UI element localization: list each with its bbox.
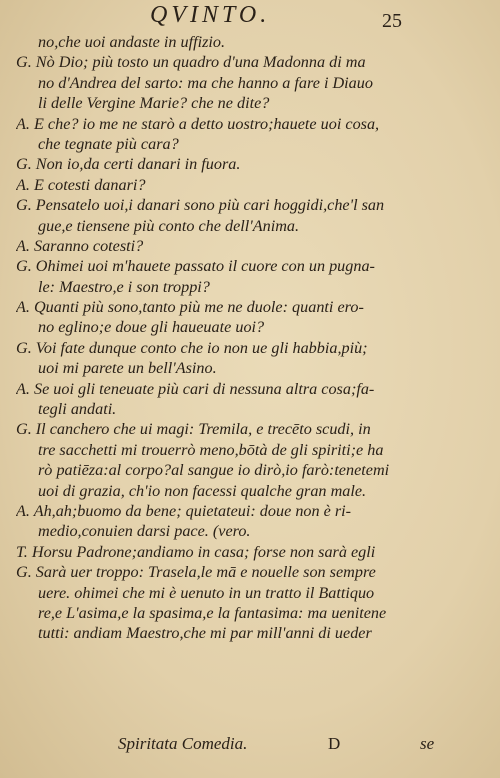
text-line: G. Sarà uer troppo: Trasela,le mā e nouelle son sempre <box>16 563 376 582</box>
text-line: A. E cotesti danari? <box>16 175 146 194</box>
page-footer <box>0 734 500 764</box>
dialogue-text-block <box>16 32 482 644</box>
text-line: A. Ah,ah;buomo da bene; quietateui: doue non è ri- <box>16 501 352 520</box>
text-line: tutti: andiam Maestro,che mi par mill'anni di ueder <box>38 624 372 643</box>
text-line: tegli andati. <box>38 400 117 419</box>
text-line: re,e L'asima,e la spasima,e la fantasima: ma uenitene <box>38 603 387 622</box>
running-title: QVINTO. <box>150 2 271 28</box>
text-line: no d'Andrea del sarto: ma che hanno a fare i Diauo <box>38 73 373 92</box>
text-line: uoi di grazia, ch'io non facessi qualche gran male. <box>38 481 367 500</box>
text-line: T. Horsu Padrone;andiamo in casa; forse non sarà egli <box>16 542 376 561</box>
text-line: li delle Vergine Marie? che ne dite? <box>38 94 270 113</box>
page-number: 25 <box>382 10 402 32</box>
text-line: G. Il canchero che ui magi: Tremila, e trecēto scudi, in <box>16 420 371 439</box>
catchword: se <box>420 734 435 753</box>
text-line: G. Voi fate dunque conto che io non ue gli habbia,più; <box>16 338 368 357</box>
text-line: A. Quanti più sono,tanto più me ne duole: quanti ero- <box>16 298 364 317</box>
text-line: A. Se uoi gli teneuate più cari di nessuna altra cosa;fa- <box>16 379 375 398</box>
text-line: medio,conuien darsi pace. (vero. <box>38 522 251 541</box>
text-line: G. Pensatelo uoi,i danari sono più cari hoggidi,che'l san <box>16 196 385 215</box>
text-line: rò patiēza:al corpo?al sangue io dirò,io farò:tenetemi <box>38 461 390 480</box>
text-line: gue,e tiensene più conto che dell'Anima. <box>38 216 300 235</box>
text-line: G. Nò Dio; più tosto un quadro d'una Madonna di ma <box>16 53 366 72</box>
text-line: tre sacchetti mi trouerrò meno,bōtà de gli spiriti;e ha <box>38 440 384 459</box>
text-line: uere. ohimei che mi è uenuto in un tratto il Battiquo <box>38 583 375 602</box>
text-line: G. Ohimei uoi m'hauete passato il cuore con un pugna- <box>16 257 375 276</box>
signature-mark: D <box>328 734 341 753</box>
footer-title: Spiritata Comedia. <box>118 734 248 753</box>
text-line: le: Maestro,e i son troppi? <box>38 277 210 296</box>
text-line: G. Non io,da certi danari in fuora. <box>16 155 241 174</box>
text-line: no,che uoi andaste in uffizio. <box>38 33 226 51</box>
text-line: che tegnate più cara? <box>38 134 179 153</box>
text-line: A. E che? io me ne starò a detto uostro;hauete uoi cosa, <box>16 114 380 133</box>
text-line: no eglino;e doue gli haueuate uoi? <box>38 318 265 337</box>
page-header <box>0 2 500 32</box>
text-line: A. Saranno cotesti? <box>16 236 144 255</box>
text-line: uoi mi parete un bell'Asino. <box>38 359 217 378</box>
